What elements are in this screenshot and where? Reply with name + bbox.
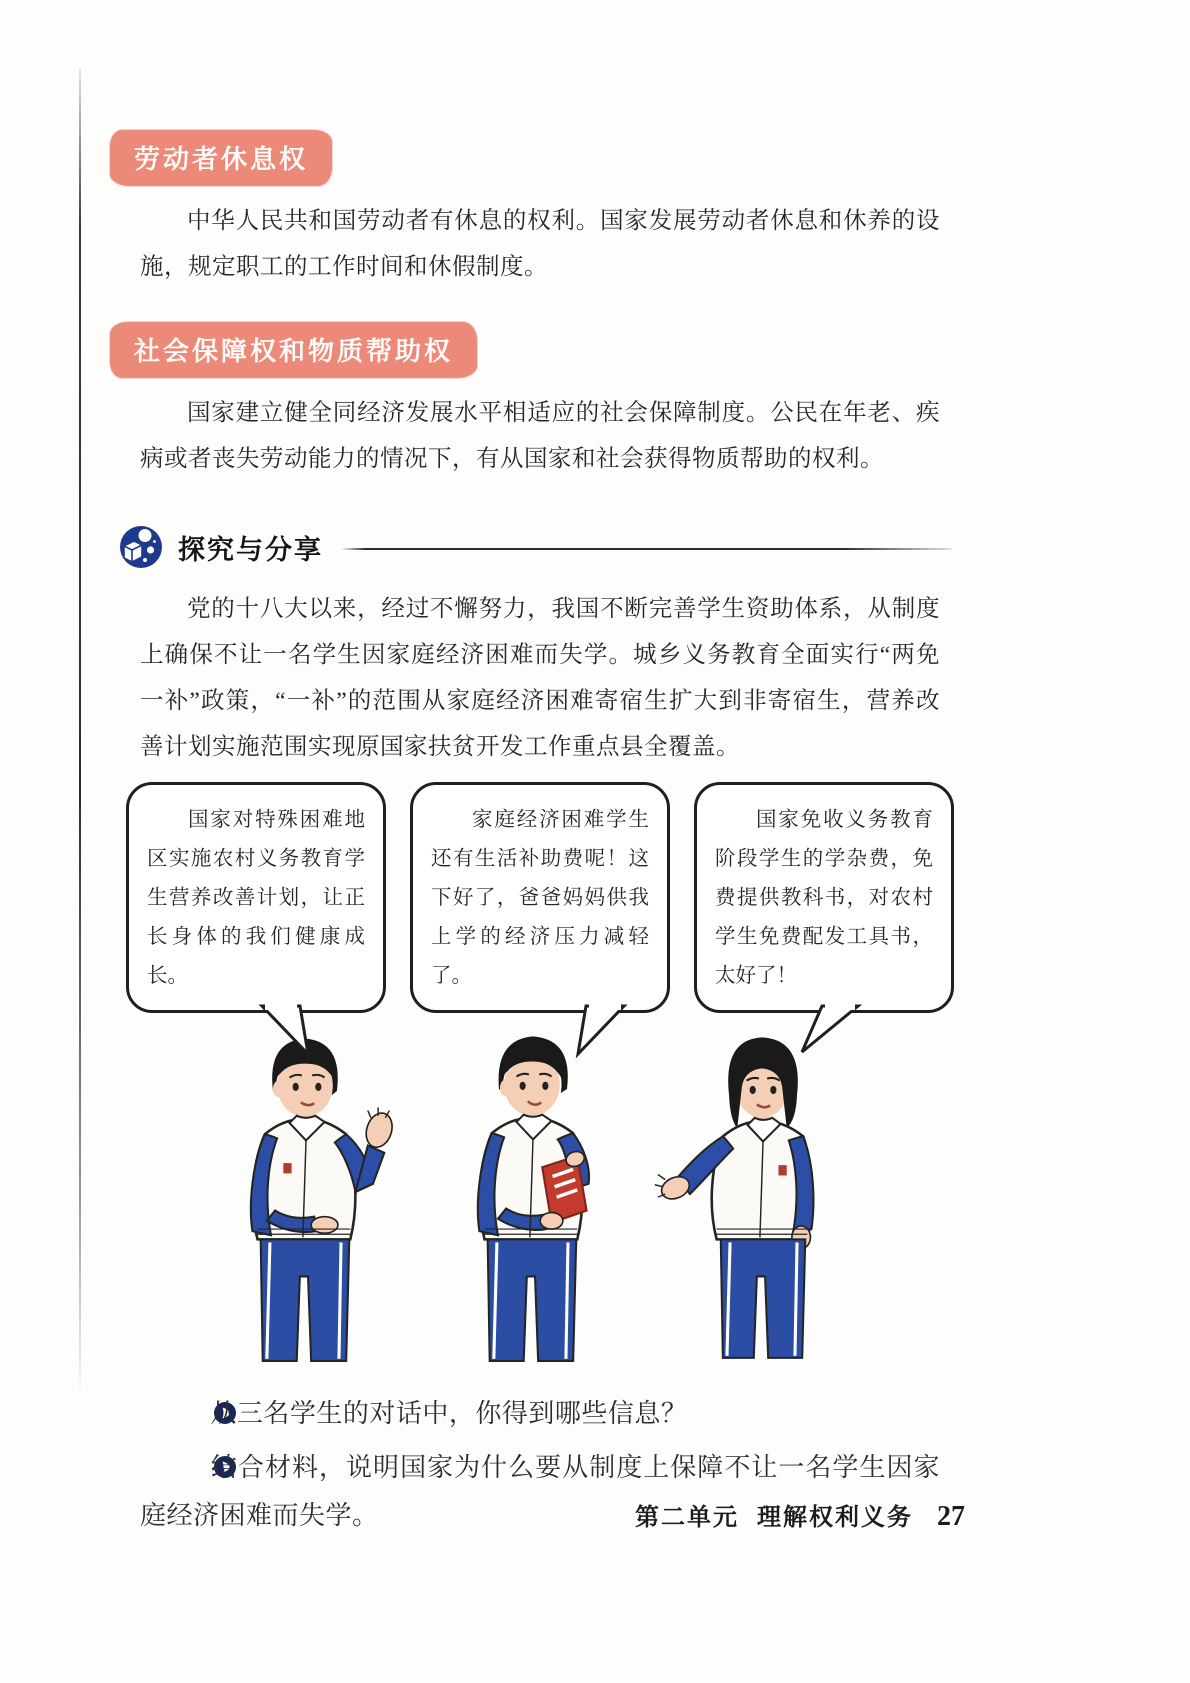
explore-share-header [118, 524, 940, 570]
speech-bubble-3-tail [759, 1004, 835, 1056]
question-1-text: 从三名学生的对话中，你得到哪些信息？ [210, 1398, 688, 1428]
speech-bubble-3-text: 国家免收义务教育阶段学生的学杂费，免费提供教科书，对农村学生免费配发工具书，太好了！ [715, 809, 933, 987]
divider-line [341, 548, 952, 551]
footer-page-number: 27 [937, 1501, 965, 1532]
speech-bubble-3 [694, 782, 954, 1013]
section-social-security-text: 国家建立健全同经济发展水平相适应的社会保障制度。公民在年老、疾病或者丧失劳动能力的情况下，有从国家和社会获得物质帮助的权利。 [140, 400, 940, 472]
speech-bubble-1-text: 国家对特殊困难地区实施农村义务教育学生营养改善计划，让正长身体的我们健康成长。 [147, 809, 365, 987]
play-bullet-icon [176, 1392, 200, 1416]
speech-bubble-2-text: 家庭经济困难学生还有生活补助费呢！这下好了，爸爸妈妈供我上学的经济压力减轻了。 [431, 809, 649, 987]
explore-intro-text: 党的十八大以来，经过不懈努力，我国不断完善学生资助体系，从制度上确保不让一名学生因家庭经济困难而失学。城乡义务教育全面实行“两免一补”政策，“一补”的范围从家庭经济困难寄宿生扩大到非寄宿生，营养改善计划实施范围实现原国家扶贫开发工作重点县全覆盖。 [140, 596, 940, 760]
student-boy-left [192, 1023, 420, 1363]
footer-chapter: 理解权利义务 [757, 1504, 913, 1531]
section-badge-social-security: 社会保障权和物质帮助权 [110, 322, 477, 378]
speech-bubble-2 [410, 782, 670, 1013]
question-1 [140, 1389, 940, 1437]
speech-bubble-1 [126, 782, 386, 1013]
section-rest-right-text: 中华人民共和国劳动者有休息的权利。国家发展劳动者休息和休养的设施，规定职工的工作时间和休假制度。 [140, 208, 940, 280]
student-boy-middle [420, 1023, 648, 1363]
explore-cube-icon [118, 524, 164, 570]
section-social-security [134, 322, 940, 482]
speech-bubbles [126, 782, 954, 1013]
footer-unit: 第二单元 [635, 1504, 739, 1531]
play-bullet-icon [176, 1446, 200, 1470]
section-badge-rest-right: 劳动者休息权 [110, 130, 332, 186]
explore-share-title: 探究与分享 [178, 534, 323, 565]
page-footer [635, 1497, 965, 1533]
question-2-text: 结合材料，说明国家为什么要从制度上保障不让一名学生因家庭经济困难而失学。 [140, 1452, 940, 1530]
students-illustration [192, 1023, 940, 1363]
speech-bubble-2-tail [531, 1004, 607, 1056]
speech-bubble-1-tail [215, 1004, 291, 1056]
section-rest-right [134, 130, 940, 290]
page-margin-line [79, 68, 81, 1398]
student-girl-right [648, 1023, 876, 1363]
